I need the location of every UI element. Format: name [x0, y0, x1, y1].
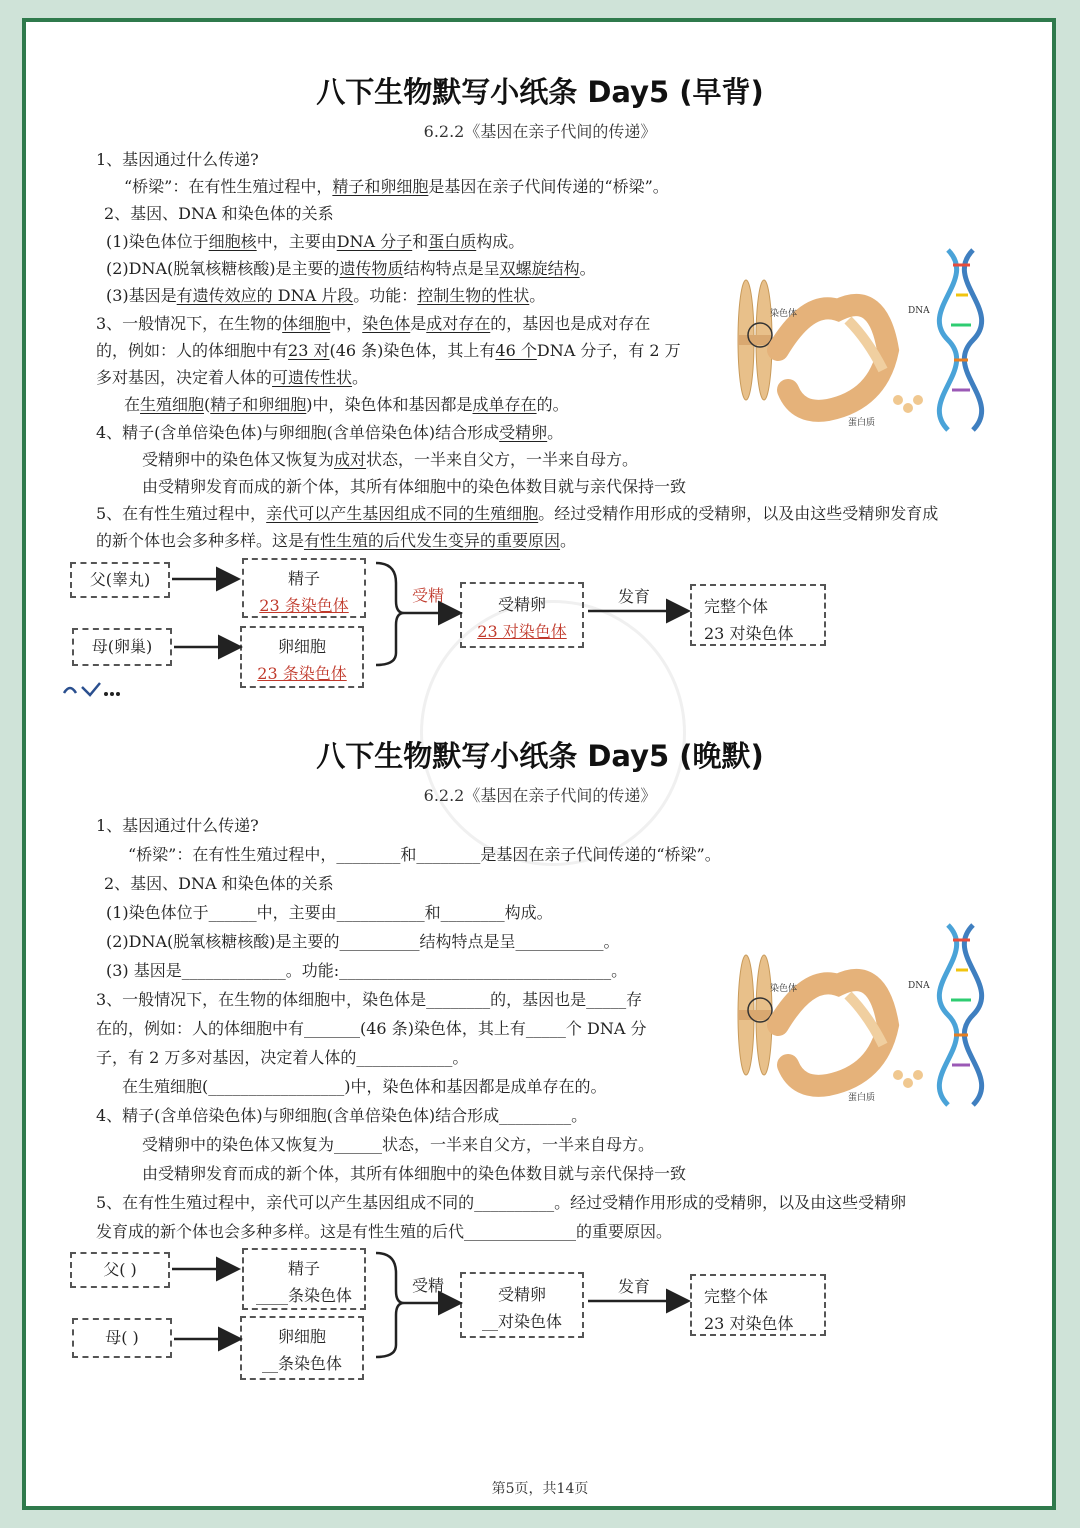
e-adult-count: 23 对染色体 — [704, 1314, 794, 1333]
m-line-3: 2、基因、DNA 和染色体的关系 — [104, 204, 334, 223]
m-box-father: 父(睾丸) — [70, 562, 170, 598]
e-line-10: 在生殖细胞(_________________)中，染色体和基因都是成单存在的。 — [122, 1077, 607, 1096]
m-line-14: 5、在有性生殖过程中，亲代可以产生基因组成不同的生殖细胞。经过受精作用形成的受精卵，以及由这些受精卵发育成 — [96, 504, 939, 523]
m-adult-count: 23 对染色体 — [704, 624, 794, 643]
m-label-protein: 蛋白质 — [848, 418, 876, 428]
e-label-chromosome: 染色体 — [770, 984, 798, 994]
m-sperm-label: 精子 — [287, 569, 320, 588]
m-line-5: (2)DNA(脱氧核糖核酸)是主要的遗传物质结构特点是呈双螺旋结构。 — [106, 259, 596, 278]
e-line-12: 受精卵中的染色体又恢复为______状态，一半来自父方，一半来自母方。 — [142, 1135, 655, 1154]
m-line-8: 的，例如：人的体细胞中有23 对(46 条)染色体，其上有46 个DNA 分子，有 2 万 — [96, 341, 681, 360]
e-line-9: 子，有 2 万多对基因，决定着人体的____________。 — [96, 1048, 469, 1067]
m-chromosome-dna-figure — [718, 240, 1008, 440]
m-adult-label: 完整个体 — [704, 597, 769, 616]
e-box-mother: 母( ) — [72, 1318, 172, 1358]
e-label-fert: 受精 — [412, 1276, 445, 1295]
m-flow-arrows — [60, 555, 710, 700]
e-flow-arrows — [60, 1245, 710, 1385]
e-label-dna: DNA — [908, 981, 930, 991]
m-zygote-label: 受精卵 — [497, 595, 546, 614]
m-line-1: 1、基因通过什么传递? — [96, 150, 259, 169]
m-label-fert: 受精 — [412, 586, 445, 605]
e-line-3: 2、基因、DNA 和染色体的关系 — [104, 874, 334, 893]
e-line-13: 由受精卵发育而成的新个体，其所有体细胞中的染色体数目就与亲代保持一致 — [142, 1164, 687, 1183]
e-line-6: (3) 基因是_____________。功能:__________________________________。 — [106, 961, 628, 980]
e-line-8: 在的，例如：人的体细胞中有_______(46 条)染色体，其上有_____个 DNA 分 — [96, 1019, 647, 1038]
e-line-11: 4、精子(含单倍染色体)与卵细胞(含单倍染色体)结合形成_________。 — [96, 1106, 588, 1125]
m-line-12: 受精卵中的染色体又恢复为成对状态，一半来自父方，一半来自母方。 — [142, 450, 639, 469]
e-egg-label: 卵细胞 — [277, 1327, 326, 1346]
m-line-13: 由受精卵发育而成的新个体，其所有体细胞中的染色体数目就与亲代保持一致 — [142, 477, 687, 496]
m-line-9: 多对基因，决定着人体的可遗传性状。 — [96, 368, 369, 387]
m-egg-label: 卵细胞 — [277, 637, 326, 656]
m-egg-count: 23 条染色体 — [257, 664, 347, 683]
e-line-5: (2)DNA(脱氧核糖核酸)是主要的__________结构特点是呈___________。 — [106, 932, 620, 951]
page-footer: 第5页，共14页 — [491, 1481, 589, 1497]
m-line-11: 4、精子(含单倍染色体)与卵细胞(含单倍染色体)结合形成受精卵。 — [96, 423, 564, 442]
e-line-15: 发育成的新个体也会多种多样。这是有性生殖的后代______________的重要原因。 — [96, 1222, 673, 1241]
evening-title: 八下生物默写小纸条 Day5 (晚默) — [316, 739, 764, 773]
e-label-protein: 蛋白质 — [848, 1093, 876, 1103]
m-label-chromosome: 染色体 — [770, 309, 798, 319]
m-label-develop: 发育 — [618, 587, 651, 606]
e-box-father: 父( ) — [70, 1252, 170, 1288]
e-label-develop: 发育 — [618, 1277, 651, 1296]
m-line-6: (3)基因是有遗传效应的 DNA 片段。功能：控制生物的性状。 — [106, 286, 546, 305]
m-line-10: 在生殖细胞(精子和卵细胞)中，染色体和基因都是成单存在的。 — [124, 395, 569, 414]
morning-title: 八下生物默写小纸条 Day5 (早背) — [316, 75, 764, 109]
m-line-4: (1)染色体位于细胞核中，主要由DNA 分子和蛋白质构成。 — [106, 232, 525, 251]
e-adult-label: 完整个体 — [704, 1287, 769, 1306]
e-line-2: “桥梁”：在有性生殖过程中，________和________是基因在亲子代间传递的“桥梁”。 — [128, 845, 721, 864]
e-sperm-label: 精子 — [287, 1259, 320, 1278]
e-sperm-count: ____条染色体 — [255, 1286, 352, 1305]
m-line-15: 的新个体也会多种多样。这是有性生殖的后代发生变异的重要原因。 — [96, 531, 577, 550]
e-box-adult — [690, 1274, 826, 1336]
e-line-4: (1)染色体位于______中，主要由___________和________构成。 — [106, 903, 553, 922]
e-egg-count: __条染色体 — [261, 1354, 342, 1373]
e-line-7: 3、一般情况下，在生物的体细胞中，染色体是________的，基因也是_____存 — [96, 990, 643, 1009]
e-zygote-label: 受精卵 — [497, 1285, 546, 1304]
m-box-mother: 母(卵巢) — [72, 628, 172, 666]
e-line-1: 1、基因通过什么传递? — [96, 816, 259, 835]
m-line-7: 3、一般情况下，在生物的体细胞中，染色体是成对存在的，基因也是成对存在 — [96, 314, 651, 333]
m-line-2: “桥梁”：在有性生殖过程中，精子和卵细胞是基因在亲子代间传递的“桥梁”。 — [124, 177, 669, 196]
e-chromosome-dna-figure — [718, 915, 1008, 1115]
m-sperm-count: 23 条染色体 — [259, 596, 349, 615]
evening-subtitle: 6.2.2《基因在亲子代间的传递》 — [423, 786, 657, 805]
e-line-14: 5、在有性生殖过程中，亲代可以产生基因组成不同的__________。经过受精作用形成的受精卵，以及由这些受精卵 — [96, 1193, 907, 1212]
m-box-adult — [690, 584, 826, 646]
m-zygote-count: 23 对染色体 — [477, 622, 567, 641]
morning-subtitle: 6.2.2《基因在亲子代间的传递》 — [423, 122, 657, 141]
e-zygote-count: __对染色体 — [481, 1312, 562, 1331]
m-label-dna: DNA — [908, 306, 930, 316]
